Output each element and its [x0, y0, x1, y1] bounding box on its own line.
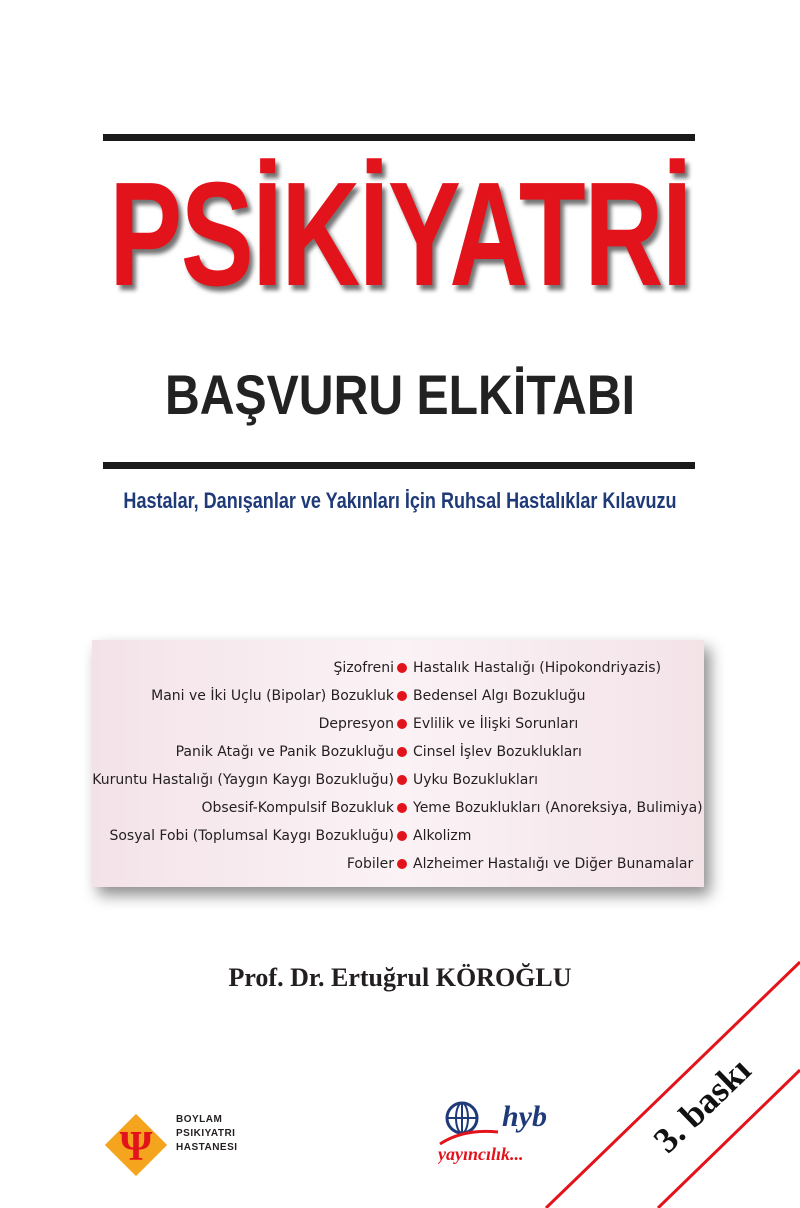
- topic-right: Bedensel Algı Bozukluğu: [413, 688, 586, 704]
- boylam-line-2: PSIKIYATRI: [176, 1128, 236, 1139]
- topic-right: Alkolizm: [413, 828, 472, 844]
- boylam-line-1: BOYLAM: [176, 1114, 223, 1125]
- hyb-name: yayıncılık...: [438, 1144, 524, 1164]
- edition-label: 3. baskı: [645, 1049, 759, 1161]
- topic-left: Mani ve İki Uçlu (Bipolar) Bozukluk: [151, 688, 394, 704]
- svg-text:Ψ: Ψ: [119, 1124, 153, 1170]
- topic-left: Fobiler: [346, 856, 394, 872]
- topic-right: Uyku Bozuklukları: [413, 772, 539, 788]
- globe-icon: [447, 1103, 477, 1133]
- book-tagline: Hastalar, Danışanlar ve Yakınları İçin Ruhsal Hastalıklar Kılavuzu: [123, 488, 677, 513]
- topic-right: Alzheimer Hastalığı ve Diğer Bunamalar: [413, 856, 694, 872]
- topic-left: Obsesif-Kompulsif Bozukluk: [201, 800, 394, 816]
- topic-left: Depresyon: [318, 716, 394, 732]
- book-title: PSİKİYATRİ: [109, 152, 691, 317]
- hyb-mark: hyb: [502, 1100, 547, 1133]
- topic-right: Evlilik ve İlişki Sorunları: [413, 716, 579, 732]
- hyb-publisher-logo: [438, 1092, 578, 1164]
- topic-left: Şizofreni: [333, 660, 394, 676]
- topic-left: Panik Atağı ve Panik Bozukluğu: [175, 744, 394, 760]
- book-subtitle: BAŞVURU ELKİTABI: [164, 363, 636, 426]
- boylam-line-3: HASTANESI: [176, 1142, 238, 1153]
- topic-right: Cinsel İşlev Bozuklukları: [413, 744, 582, 760]
- topic-left: Kuruntu Hastalığı (Yaygın Kaygı Bozukluğu): [92, 772, 394, 788]
- topic-right: Hastalık Hastalığı (Hipokondriyazis): [413, 660, 662, 676]
- author-name: Prof. Dr. Ertuğrul KÖROĞLU: [228, 963, 572, 992]
- topic-left: Sosyal Fobi (Toplumsal Kaygı Bozukluğu): [109, 828, 394, 844]
- boylam-hospital-name: [176, 1113, 238, 1155]
- topic-right: Yeme Bozuklukları (Anoreksiya, Bulimiya): [413, 800, 703, 816]
- psi-logo-icon: [101, 1110, 171, 1180]
